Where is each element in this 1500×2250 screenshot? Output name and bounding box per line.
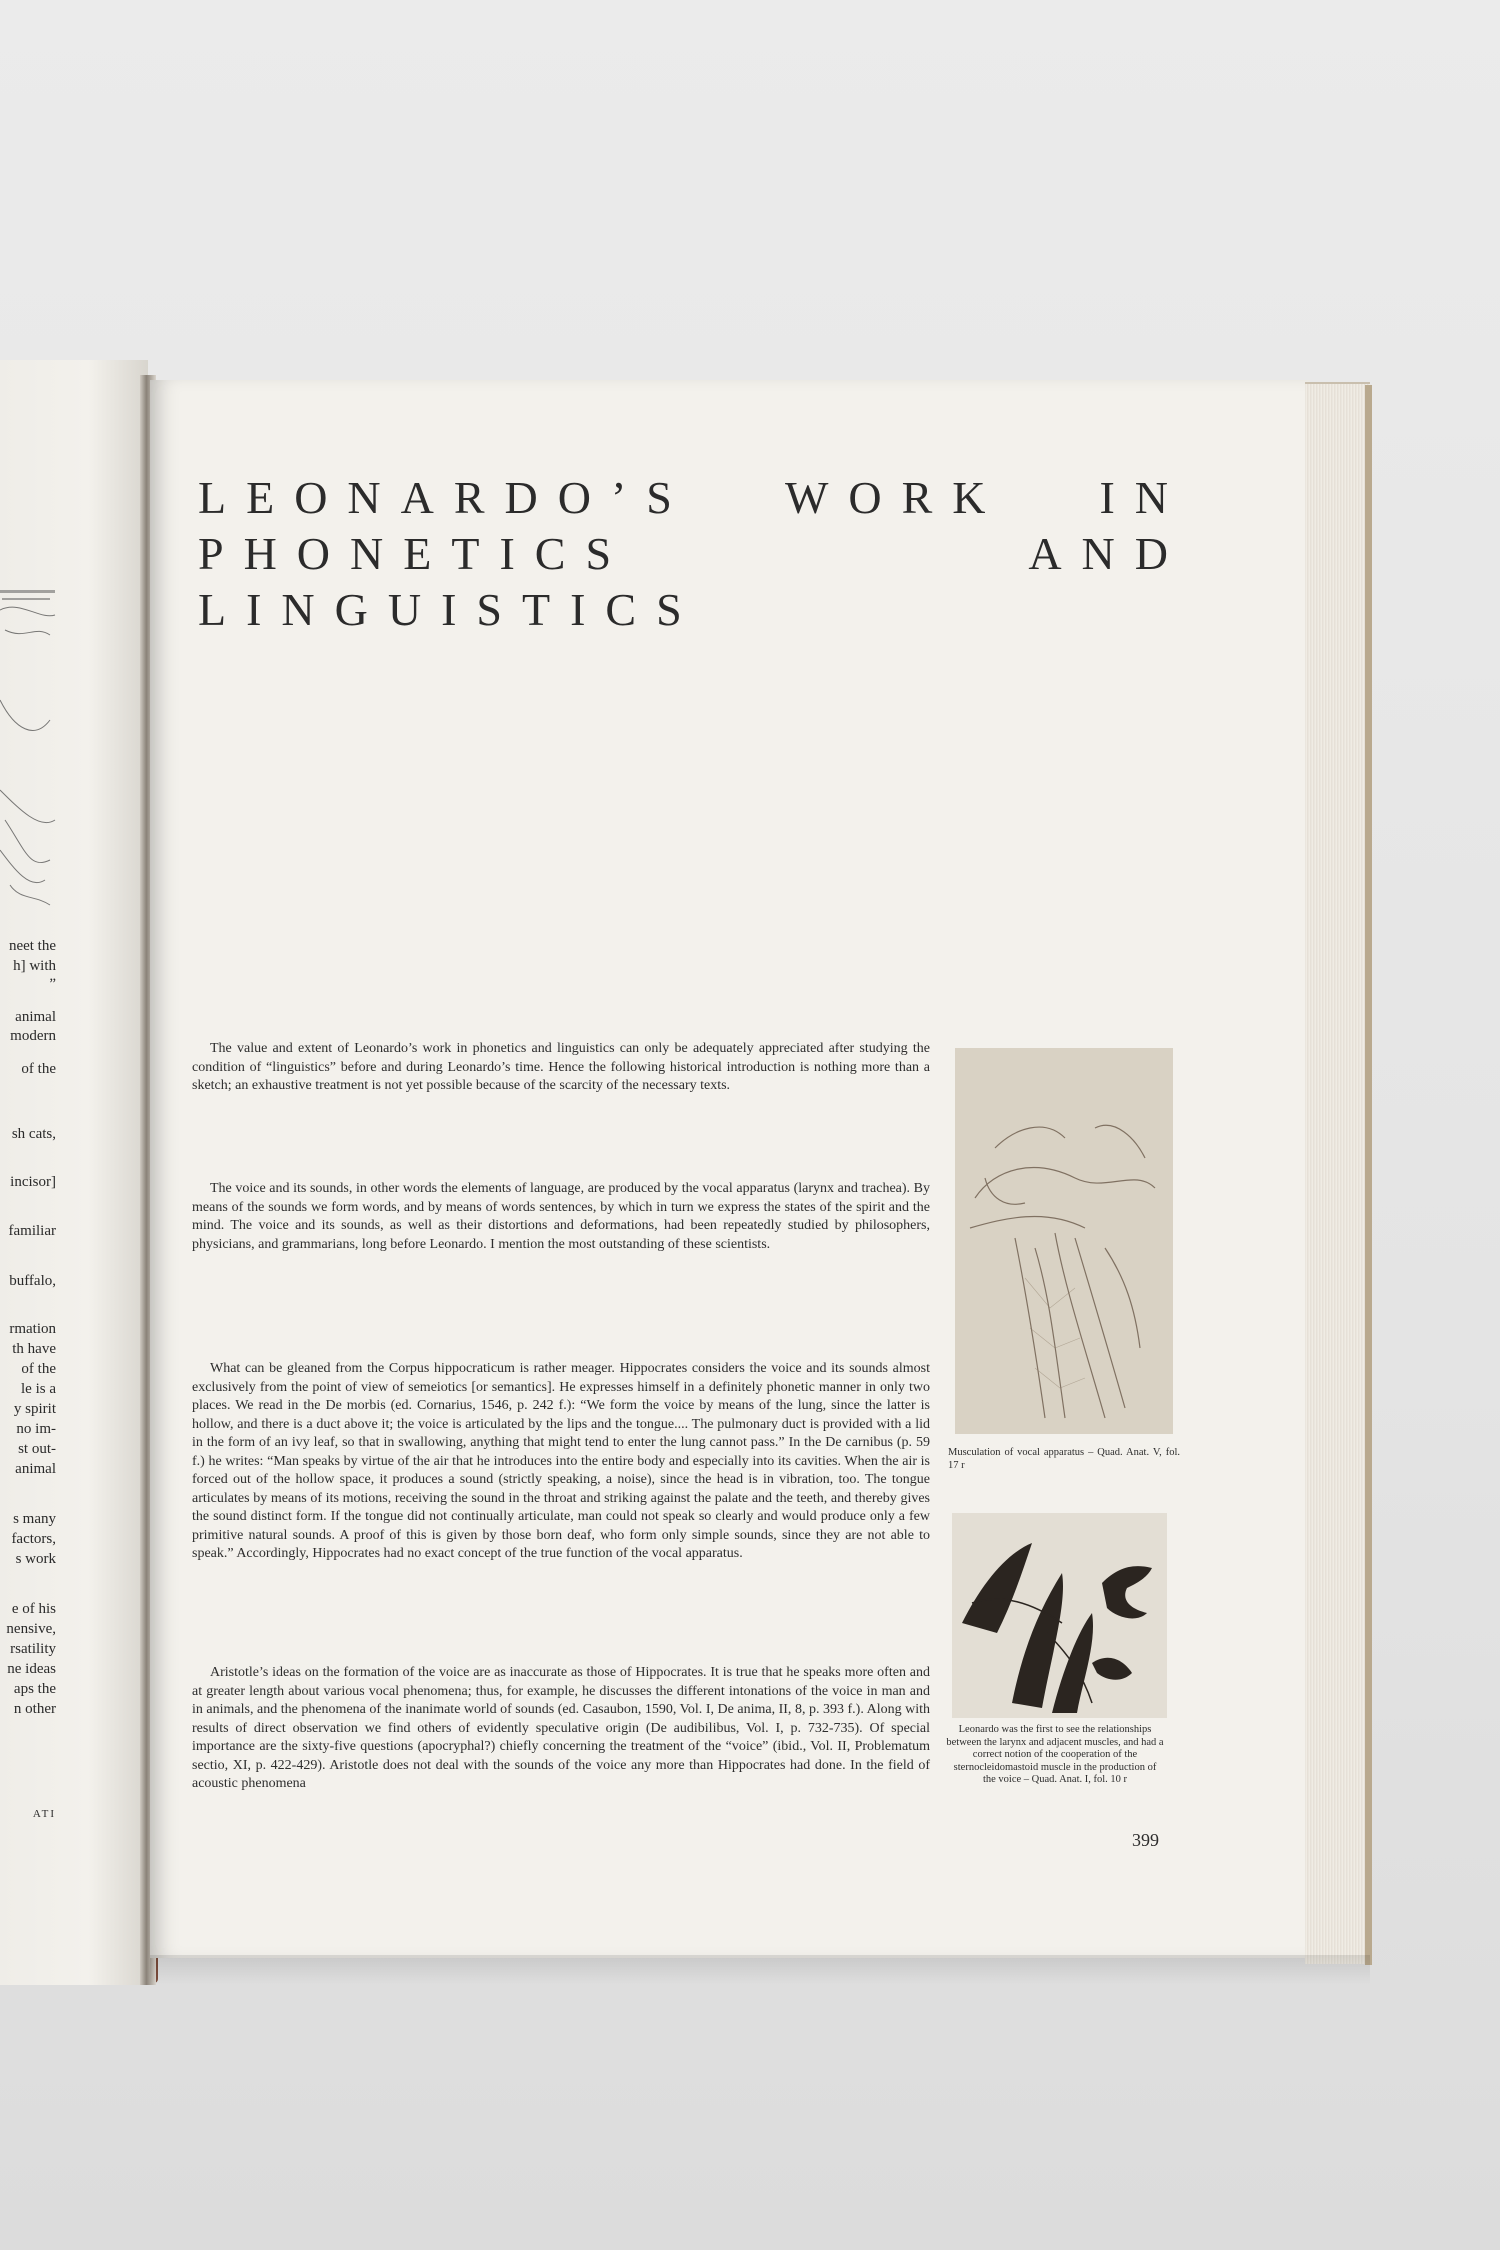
left-page-text-line: animal bbox=[15, 1461, 56, 1477]
left-page-text-line: no im- bbox=[16, 1421, 56, 1437]
left-page-text-line: of the bbox=[21, 1361, 56, 1377]
left-page-text-line: y spirit bbox=[13, 1401, 56, 1417]
left-page-text-line: le is a bbox=[21, 1381, 56, 1397]
left-page-text-line: n other bbox=[13, 1701, 56, 1717]
book-cover-edge-right bbox=[1365, 385, 1372, 1965]
left-page-text-line: ” bbox=[49, 976, 56, 992]
left-page bbox=[0, 360, 148, 1985]
left-page-text-line: ne ideas bbox=[7, 1661, 56, 1677]
paragraph-text: What can be gleaned from the Corpus hippocraticum is rather meager. Hippocrates considers the voice and its sounds almost exclusively from the point of view of semeiotics [or semantics]. He expresses himself in a definitely phonetic manner in only two places. We read in the De morbis (ed. Cornarius, 1546, p. 242 f.): “We form the voice by means of the lung, since the latter is hollow, and there is a duct above it; the voice is articulated by the lips and the tongue.... The pulmonary duct is provided with a lid in the form of an ivy leaf, so that in swallowing, anything that might tend to enter the lung cannot pass.” In the De carnibus (p. 59 f.) he writes: “Man speaks by virtue of the air that he introduces into the entire body and especially into its cavities. When the air is forced out of the hollow space, it produces a sound (strictly speaking, a noise), since the head is in vibration, too. The tongue articulates by means of its motions, receiving the sound in the throat and striking against the palate and the teeth, and thereby gives the sound distinct form. If the tongue did not continually articulate, man could not speak so clearly and would produce only a few primitive natural sounds. A proof of this is given by those born deaf, who form only simple sounds, since they are not able to speak.” Accordingly, Hippocrates had no exact concept of the true function of the vocal apparatus. bbox=[192, 1361, 930, 1561]
chapter-title-line-2: PHONETICS AND LINGUISTICS bbox=[198, 528, 1188, 635]
left-page-text-line: st out- bbox=[18, 1441, 56, 1457]
left-page-text-line: s work bbox=[15, 1551, 56, 1567]
chapter-title-line-1: LEONARDO’S WORK IN bbox=[198, 472, 1188, 523]
left-page-text-line: incisor] bbox=[10, 1174, 56, 1190]
left-page-text-line: of the bbox=[21, 1061, 56, 1077]
left-page-text-line: s many bbox=[13, 1511, 56, 1527]
paragraph-text: Aristotle’s ideas on the formation of the voice are as inaccurate as those of Hippocrates. It is true that he speaks more often and at greater length about various vocal phenomena; thus, for example, he discusses the different intonations of the voice in man and in animals, and the phenomena of the inanimate world of sounds (ed. Casaubon, 1590, Vol. I, De anima, II, 8, p. 393 f.). Along with results of direct observation we find others of evidently speculative origin (De audibilibus, Vol. I, p. 732-735). Of special importance are the sixty-five questions (apocryphal?) chiefly concerning the treatment of the “voice” (ibid., Vol. II, Problematum sectio, XI, p. 422-429). Aristotle does not deal with the sounds of the voice any more than Hippocrates had done. In the field of acoustic phenomena bbox=[192, 1665, 930, 1791]
left-page-text-line: animal bbox=[15, 1009, 56, 1025]
left-page-text-line: buffalo, bbox=[9, 1273, 56, 1289]
anatomical-sketch-image bbox=[955, 1048, 1173, 1434]
left-page-footer: ATI bbox=[32, 1808, 56, 1820]
page-block-edge bbox=[1305, 382, 1370, 1964]
figure-larynx-muscles-drawing bbox=[952, 1513, 1167, 1718]
left-page-text-line: sh cats, bbox=[11, 1126, 56, 1142]
left-page-text-line: factors, bbox=[11, 1531, 56, 1547]
left-page-text-line: nensive, bbox=[6, 1621, 56, 1637]
left-page-text-line: h] with bbox=[13, 958, 56, 974]
left-page-text-line: e of his bbox=[11, 1601, 56, 1617]
paragraph-text: The value and extent of Leonardo’s work in phonetics and linguistics can only be adequately appreciated after studying the condition of “linguistics” before and during Leonardo’s time. Hence the following historical introduction is nothing more than a sketch; an exhaustive treatment is not yet possible because of the scarcity of the necessary texts. bbox=[192, 1041, 930, 1093]
body-paragraph-3 bbox=[192, 1360, 930, 1574]
page-number: 399 bbox=[1132, 1830, 1159, 1850]
left-page-text-line: modern bbox=[10, 1028, 56, 1044]
left-page-text-line: rsatility bbox=[10, 1641, 56, 1657]
figure-caption-2: Leonardo was the first to see the relationships between the larynx and adjacent muscles, and had a correct notion of the cooperation of the sternocleidomastoid muscle in the production of the voice – Quad. Anat. I, fol. 10 r bbox=[946, 1724, 1164, 1785]
body-paragraph-2 bbox=[192, 1180, 930, 1264]
figure-caption-1: Musculation of vocal apparatus – Quad. Anat. V, fol. 17 r bbox=[948, 1447, 1180, 1471]
page-bottom-shadow bbox=[150, 1955, 1370, 1985]
left-page-text-line: th have bbox=[12, 1341, 56, 1357]
body-paragraph-1 bbox=[192, 1040, 930, 1106]
left-page-text-line: rmation bbox=[9, 1321, 56, 1337]
left-page-text-line: aps the bbox=[13, 1681, 56, 1697]
muscle-drawing-image bbox=[952, 1513, 1167, 1718]
paragraph-text: The voice and its sounds, in other words the elements of language, are produced by the vocal apparatus (larynx and trachea). By means of the sounds we form words, and by means of words sentences, by which in turn we express the states of the spirit and the mind. The voice and its sounds, as well as their distortions and deformations, had been repeatedly studied by philosophers, physicians, and grammarians, long before Leonardo. I mention the most outstanding of these scientists. bbox=[192, 1181, 930, 1252]
left-page-text-line: neet the bbox=[8, 938, 56, 954]
chapter-title bbox=[198, 470, 1188, 638]
body-paragraph-4 bbox=[192, 1664, 930, 1804]
left-page-text-line: familiar bbox=[8, 1223, 56, 1239]
figure-vocal-apparatus-sketch bbox=[955, 1048, 1173, 1434]
